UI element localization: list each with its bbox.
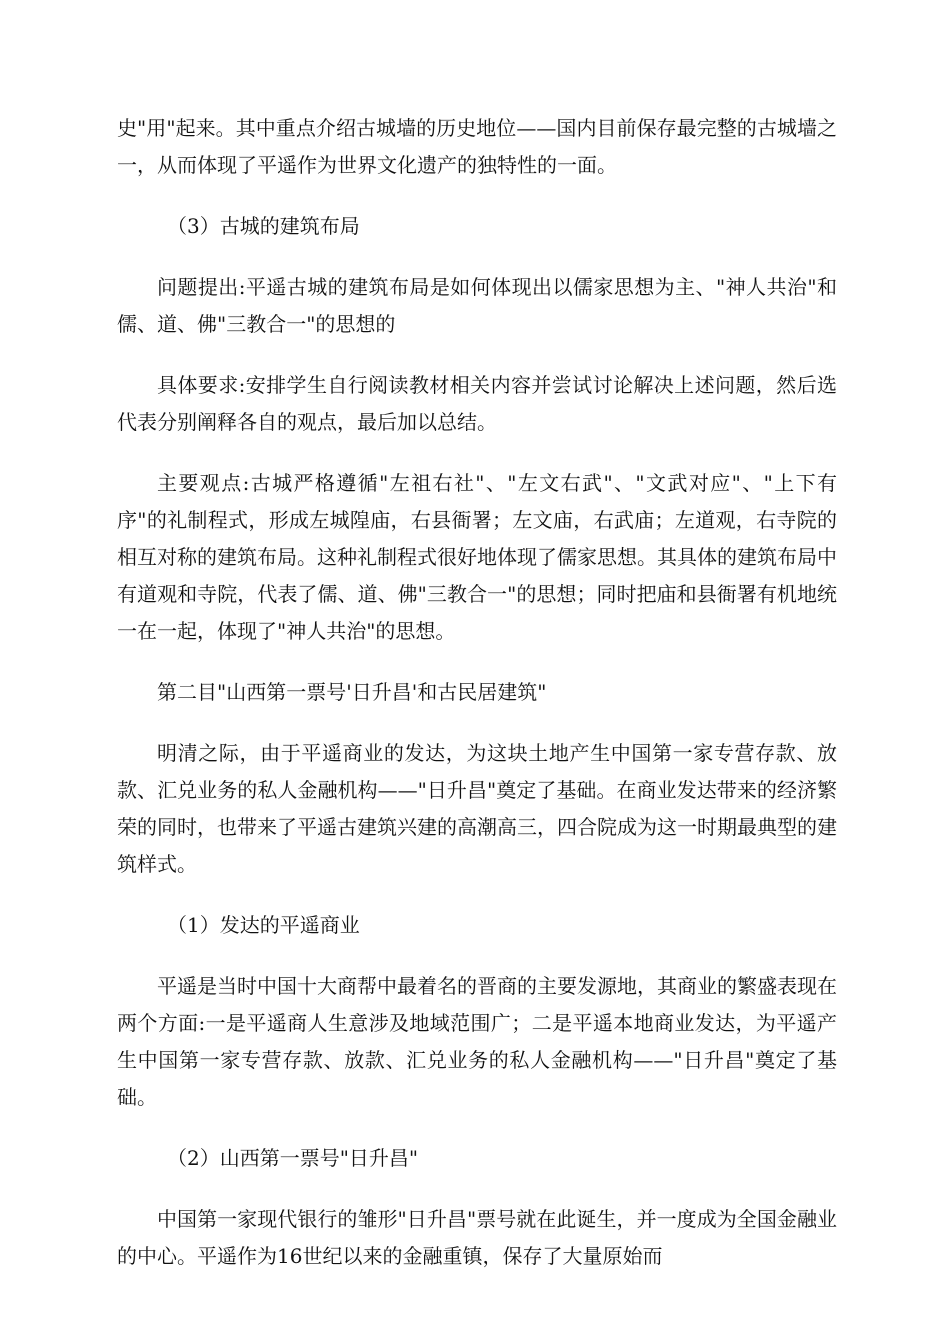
paragraph-first-bank: 中国第一家现代银行的雏形"日升昌"票号就在此诞生，并一度成为全国金融业的中心。平遥作为16世纪以来的金融重镇，保存了大量原始而 [117,1207,837,1268]
section-heading-first-bank: （2）山西第一票号"日升昌" [167,1146,419,1170]
paragraph-requirements: 具体要求:安排学生自行阅读教材相关内容并尝试讨论解决上述问题，然后选代表分别阐释各自的观点，最后加以总结。 [117,373,837,434]
section-heading-commerce: （1）发达的平遥商业 [167,913,360,937]
paragraph-question: 问题提出:平遥古城的建筑布局是如何体现出以儒家思想为主、"神人共治"和儒、道、佛"三教合一"的思想的 [117,275,837,336]
paragraph-main-points: 主要观点:古城严格遵循"左祖右社"、"左文右武"、"文武对应"、"上下有序"的礼制程式，形成左城隍庙，右县衙署；左文庙，右武庙；左道观，右寺院的相互对称的建筑布局。这种礼制程式很好地体现了儒家思想。其具体的建筑布局中有道观和寺院，代表了儒、道、佛"三教合一"的思想；同时把庙和县衙署有机地统一在一起，体现了"神人共治"的思想。 [117,471,837,643]
document-body [117,110,837,1299]
paragraph-ming-qing-commerce: 明清之际，由于平遥商业的发达，为这块土地产生中国第一家专营存款、放款、汇兑业务的私人金融机构——"日升昌"奠定了基础。在商业发达带来的经济繁荣的同时，也带来了平遥古建筑兴建的高潮高三，四合院成为这一时期最典型的建筑样式。 [117,741,837,876]
paragraph-pingyao-merchants: 平遥是当时中国十大商帮中最着名的晋商的主要发源地，其商业的繁盛表现在两个方面:一是平遥商人生意涉及地域范围广；二是平遥本地商业发达，为平遥产生中国第一家专营存款、放款、汇兑业务的私人金融机构——"日升昌"奠定了基础。 [117,974,837,1109]
paragraph-city-wall-continuation: 史"用"起来。其中重点介绍古城墙的历史地位——国内目前保存最完整的古城墙之一，从而体现了平遥作为世界文化遗产的独特性的一面。 [117,116,837,177]
subsection-heading-rishengchang: 第二目"山西第一票号'日升昌'和古民居建筑" [157,680,547,704]
section-heading-layout: （3）古城的建筑布局 [167,214,360,238]
